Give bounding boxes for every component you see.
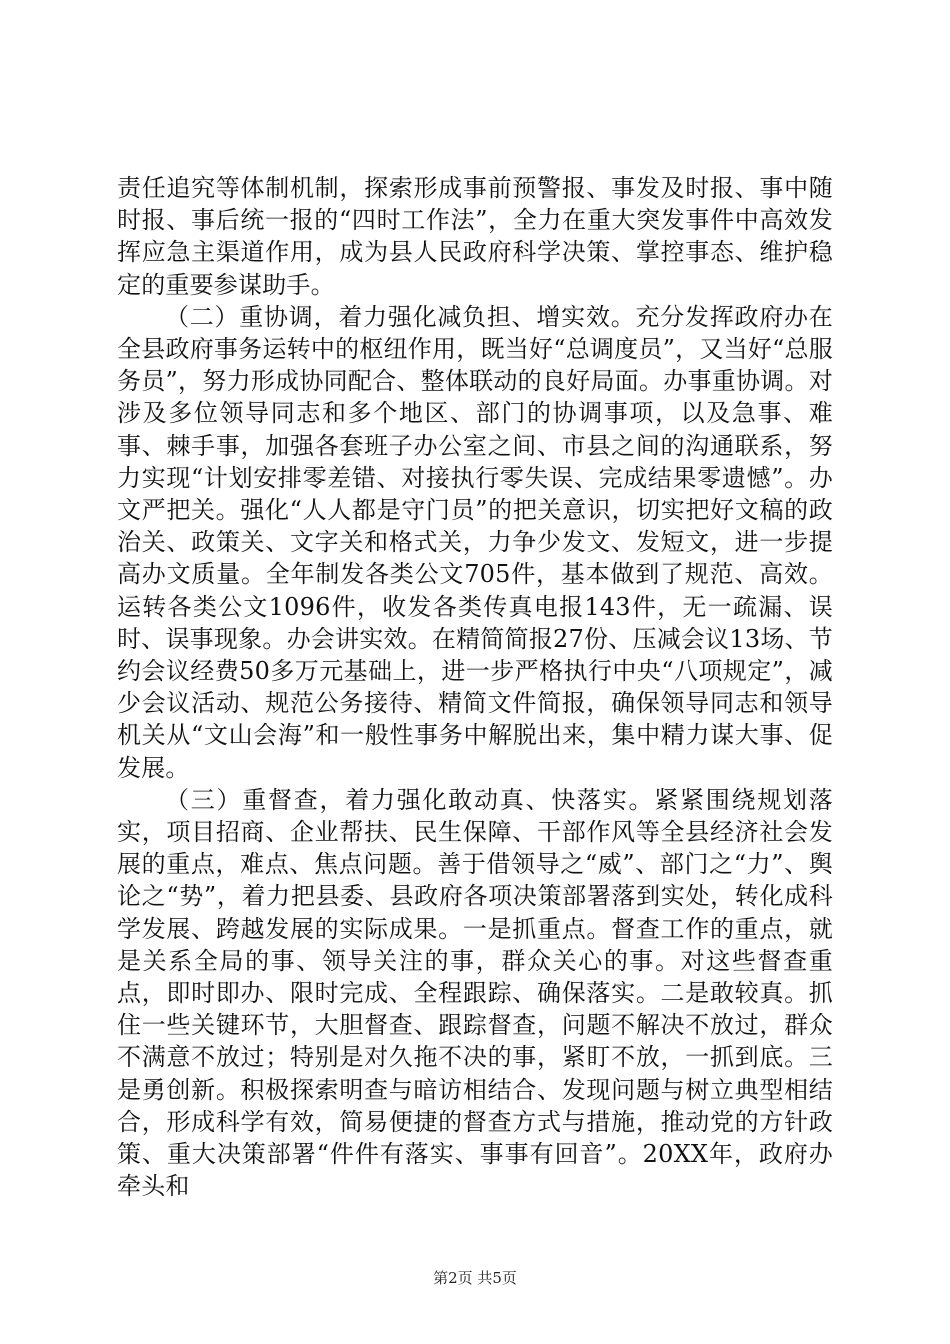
paragraph-coordination: （二）重协调，着力强化减负担、增实效。充分发挥政府办在全县政府事务运转中的枢纽作用，既当好“总调度员”，又当好“总服务员”，努力形成协同配合、整体联动的良好局面。办事重协调。对涉及多位领导同志和多个地区、部门的协调事项，以及急事、难事、棘手事，加强各套班子办公室之间、市县之间的沟通联系，努力实现“计划安排零差错、对接执行零失误、完成结果零遗憾”。办文严把关。强化“人人都是守门员”的把关意识，切实把好文稿的政治关、政策关、文字关和格式关，力争少发文、发短文，进一步提高办文质量。全年制发各类公文705件，基本做到了规范、高效。运转各类公文1096件，收发各类传真电报143件，无一疏漏、误时、误事现象。办会讲实效。在精简简报27份、压减会议13场、节约会议经费50多万元基础上，进一步严格执行中央“八项规定”，减少会议活动、规范公务接待、精简文件简报，确保领导同志和领导机关从“文山会海”和一般性事务中解脱出来，集中精力谋大事、促发展。 — [117, 302, 833, 782]
document-body — [117, 172, 833, 1203]
paragraph-supervision: （三）重督查，着力强化敢动真、快落实。紧紧围绕规划落实，项目招商、企业帮扶、民生保障、干部作风等全县经济社会发展的重点，难点、焦点问题。善于借领导之“威”、部门之“力”、舆论之“势”，着力把县委、县政府各项决策部署落到实处，转化成科学发展、跨越发展的实际成果。一是抓重点。督查工作的重点，就是关系全局的事、领导关注的事，群众关心的事。对这些督查重点，即时即办、限时完成、全程跟踪、确保落实。二是敢较真。抓住一些关键环节，大胆督查、跟踪督查，问题不解决不放过，群众不满意不放过；特别是对久拖不决的事，紧盯不放，一抓到底。三是勇创新。积极探索明查与暗访相结合、发现问题与树立典型相结合，形成科学有效，简易便捷的督查方式与措施，推动党的方针政策、重大决策部署“件件有落实、事事有回音”。20XX年，政府办牵头和 — [117, 785, 833, 1201]
page-number-footer: 第2页 共5页 — [433, 1269, 517, 1287]
paragraph-continuation: 责任追究等体制机制，探索形成事前预警报、事发及时报、事中随时报、事后统一报的“四时工作法”，全力在重大突发事件中高效发挥应急主渠道作用，成为县人民政府科学决策、掌控事态、维护稳定的重要参谋助手。 — [117, 174, 833, 299]
